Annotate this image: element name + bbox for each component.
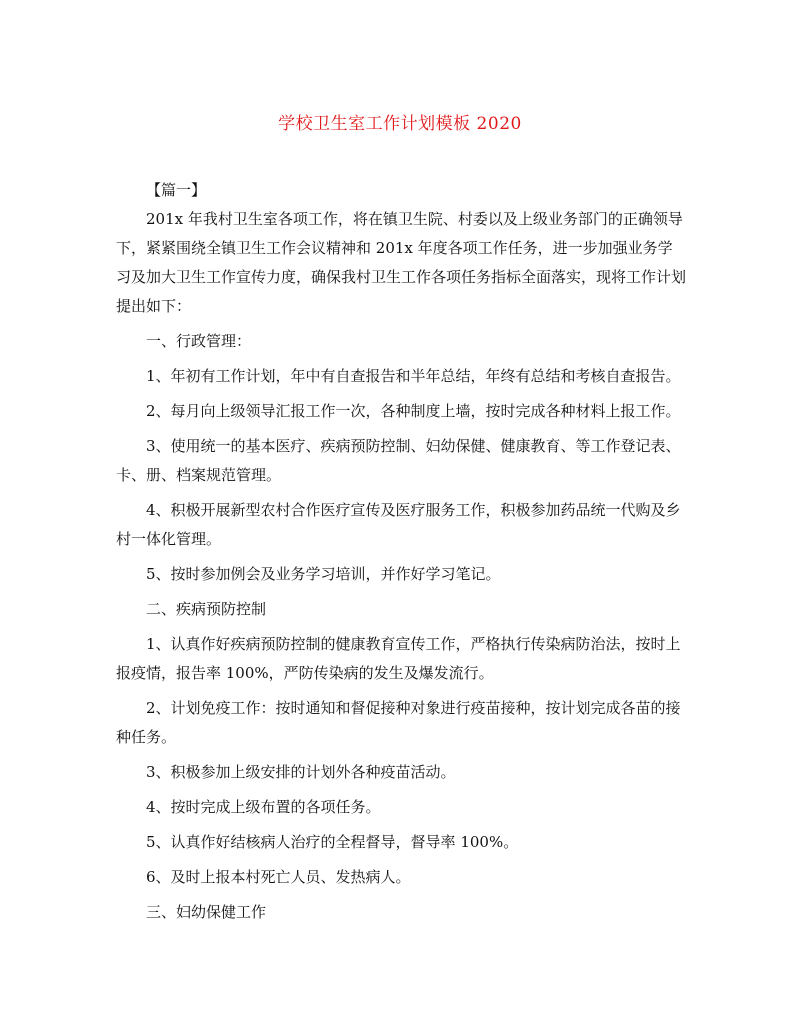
document-body	[116, 176, 686, 927]
disease-item-4: 4、按时完成上级布置的各项任务。	[146, 798, 381, 816]
disease-item-6: 6、及时上报本村死亡人员、发热病人。	[146, 868, 411, 886]
disease-item-3: 3、积极参加上级安排的计划外各种疫苗活动。	[146, 763, 456, 781]
document-title: 学校卫生室工作计划模板 2020	[278, 114, 522, 134]
disease-item-2: 2、计划免疫工作：按时通知和督促接种对象进行疫苗接种，按计划完成各苗的接种任务。	[116, 699, 681, 746]
intro-paragraph: 201x 年我村卫生室各项工作，将在镇卫生院、村委以及上级业务部门的正确领导下，紧紧围绕全镇卫生工作会议精神和 201x 年度各项工作任务，进一步加强业务学习及加大卫生工作宣传力度，确保我村卫生工作各项任务指标全面落实，现将工作计划提出如下：	[116, 210, 687, 315]
admin-item-4: 4、积极开展新型农村合作医疗宣传及医疗服务工作，积极参加药品统一代购及乡村一体化管理。	[116, 501, 681, 548]
section-label: 【篇一】	[146, 181, 207, 199]
admin-item-3: 3、使用统一的基本医疗、疾病预防控制、妇幼保健、健康教育、等工作登记表、卡、册、档案规范管理。	[116, 437, 681, 484]
admin-item-1: 1、年初有工作计划，年中有自查报告和半年总结，年终有总结和考核自查报告。	[146, 367, 681, 385]
heading-disease-control: 二、疾病预防控制	[146, 600, 267, 618]
admin-item-5: 5、按时参加例会及业务学习培训，并作好学习笔记。	[146, 565, 501, 583]
heading-maternal-child: 三、妇幼保健工作	[146, 903, 267, 921]
heading-admin: 一、行政管理：	[146, 332, 252, 350]
disease-item-5: 5、认真作好结核病人治疗的全程督导，督导率 100%。	[146, 833, 519, 851]
disease-item-1: 1、认真作好疾病预防控制的健康教育宣传工作，严格执行传染病防治法，按时上报疫情，报告率 100%，严防传染病的发生及爆发流行。	[116, 635, 681, 682]
admin-item-2: 2、每月向上级领导汇报工作一次，各种制度上墙，按时完成各种材料上报工作。	[146, 402, 681, 420]
